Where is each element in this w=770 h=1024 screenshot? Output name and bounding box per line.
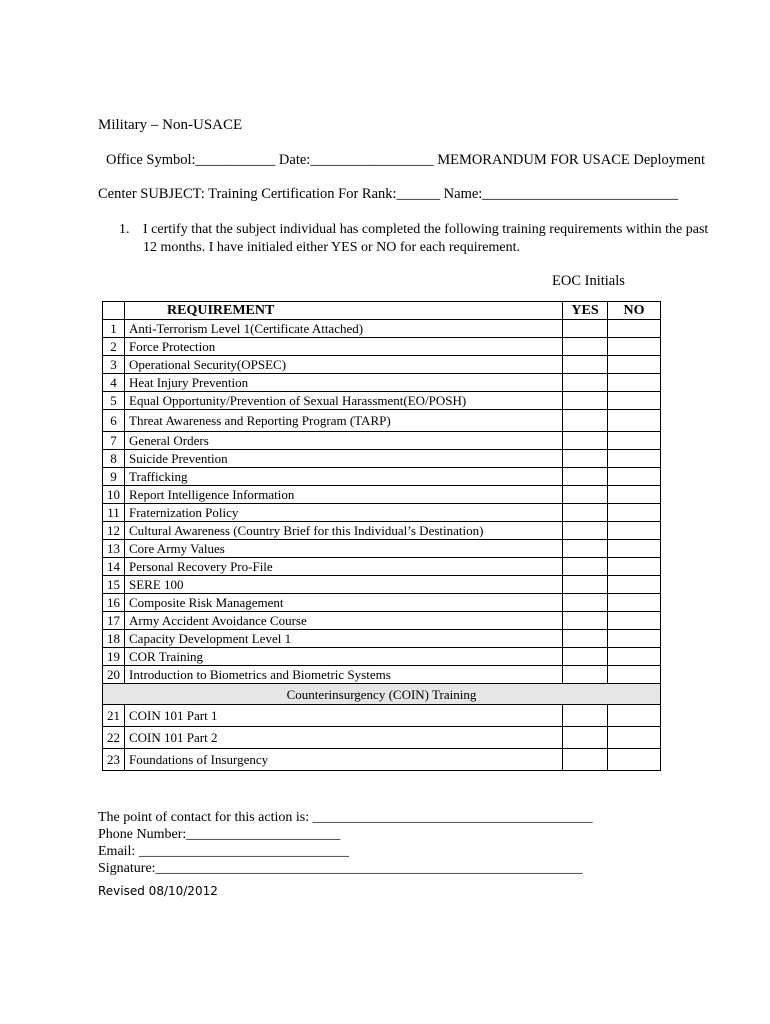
header-requirement: REQUIREMENT: [125, 302, 563, 320]
table-row: [103, 630, 661, 648]
no-initials-cell[interactable]: [608, 356, 661, 374]
point-of-contact-line: The point of contact for this action is: ________________________________________: [98, 810, 593, 825]
no-initials-cell[interactable]: [608, 576, 661, 594]
requirement-label: Introduction to Biometrics and Biometric Systems: [125, 666, 563, 684]
requirement-number: 12: [103, 522, 125, 540]
requirement-number: 20: [103, 666, 125, 684]
no-initials-cell[interactable]: [608, 522, 661, 540]
yes-initials-cell[interactable]: [563, 320, 608, 338]
no-initials-cell[interactable]: [608, 410, 661, 432]
table-row: [103, 374, 661, 392]
no-initials-cell[interactable]: [608, 504, 661, 522]
requirement-number: 19: [103, 648, 125, 666]
yes-initials-cell[interactable]: [563, 612, 608, 630]
yes-initials-cell[interactable]: [563, 727, 608, 749]
yes-initials-cell[interactable]: [563, 374, 608, 392]
requirement-label: Composite Risk Management: [125, 594, 563, 612]
yes-initials-cell[interactable]: [563, 630, 608, 648]
certification-statement: [119, 221, 719, 257]
requirements-table: [102, 301, 661, 771]
requirement-label: Fraternization Policy: [125, 504, 563, 522]
table-row: [103, 727, 661, 749]
no-initials-cell[interactable]: [608, 705, 661, 727]
requirement-label: Anti-Terrorism Level 1(Certificate Attached): [125, 320, 563, 338]
requirement-label: Foundations of Insurgency: [125, 749, 563, 771]
signature-line: Signature:_____________________________________________________________: [98, 861, 583, 876]
certification-number: 1.: [119, 222, 130, 237]
email-line: Email: ______________________________: [98, 844, 349, 859]
requirement-number: 11: [103, 504, 125, 522]
requirement-number: 17: [103, 612, 125, 630]
phone-number-line: Phone Number:______________________: [98, 827, 341, 842]
requirement-number: 3: [103, 356, 125, 374]
yes-initials-cell[interactable]: [563, 576, 608, 594]
eoc-initials-label: EOC Initials: [552, 273, 625, 289]
yes-initials-cell[interactable]: [563, 356, 608, 374]
header-yes: YES: [563, 302, 608, 320]
subject-line: Center SUBJECT: Training Certification For Rank:______ Name:___________________________: [98, 186, 679, 202]
requirement-label: SERE 100: [125, 576, 563, 594]
requirement-number: 7: [103, 432, 125, 450]
yes-initials-cell[interactable]: [563, 522, 608, 540]
requirement-number: 9: [103, 468, 125, 486]
requirement-label: Personal Recovery Pro-File: [125, 558, 563, 576]
requirement-number: 22: [103, 727, 125, 749]
table-row: [103, 432, 661, 450]
yes-initials-cell[interactable]: [563, 558, 608, 576]
requirement-label: Threat Awareness and Reporting Program (TARP): [125, 410, 563, 432]
certification-text: I certify that the subject individual has completed the following training requirements within the past 12 months. I have initialed either YES or NO for each requirement.: [143, 222, 709, 255]
table-row: [103, 356, 661, 374]
requirement-number: 6: [103, 410, 125, 432]
no-initials-cell[interactable]: [608, 540, 661, 558]
yes-initials-cell[interactable]: [563, 594, 608, 612]
table-row: [103, 749, 661, 771]
requirement-label: Report Intelligence Information: [125, 486, 563, 504]
no-initials-cell[interactable]: [608, 320, 661, 338]
yes-initials-cell[interactable]: [563, 432, 608, 450]
section-header-row: [103, 684, 661, 705]
yes-initials-cell[interactable]: [563, 540, 608, 558]
no-initials-cell[interactable]: [608, 612, 661, 630]
no-initials-cell[interactable]: [608, 486, 661, 504]
no-initials-cell[interactable]: [608, 749, 661, 771]
requirement-number: 10: [103, 486, 125, 504]
requirement-label: COR Training: [125, 648, 563, 666]
requirement-label: Capacity Development Level 1: [125, 630, 563, 648]
requirement-number: 13: [103, 540, 125, 558]
requirement-number: 21: [103, 705, 125, 727]
requirement-number: 4: [103, 374, 125, 392]
requirement-number: 15: [103, 576, 125, 594]
requirement-number: 8: [103, 450, 125, 468]
requirement-number: 5: [103, 392, 125, 410]
requirement-number: 16: [103, 594, 125, 612]
requirement-label: Operational Security(OPSEC): [125, 356, 563, 374]
yes-initials-cell[interactable]: [563, 450, 608, 468]
yes-initials-cell[interactable]: [563, 504, 608, 522]
yes-initials-cell[interactable]: [563, 749, 608, 771]
table-row: [103, 522, 661, 540]
no-initials-cell[interactable]: [608, 666, 661, 684]
yes-initials-cell[interactable]: [563, 338, 608, 356]
requirement-label: Trafficking: [125, 468, 563, 486]
no-initials-cell[interactable]: [608, 727, 661, 749]
requirement-number: 1: [103, 320, 125, 338]
requirement-label: Cultural Awareness (Country Brief for this Individual’s Destination): [125, 522, 563, 540]
requirement-label: General Orders: [125, 432, 563, 450]
requirement-label: Suicide Prevention: [125, 450, 563, 468]
table-row: [103, 540, 661, 558]
table-row: [103, 486, 661, 504]
table-row: [103, 392, 661, 410]
yes-initials-cell[interactable]: [563, 666, 608, 684]
table-row: [103, 450, 661, 468]
table-header-row: [103, 302, 661, 320]
yes-initials-cell[interactable]: [563, 705, 608, 727]
yes-initials-cell[interactable]: [563, 648, 608, 666]
table-row: [103, 705, 661, 727]
no-initials-cell[interactable]: [608, 392, 661, 410]
requirement-label: Equal Opportunity/Prevention of Sexual Harassment(EO/POSH): [125, 392, 563, 410]
table-row: [103, 320, 661, 338]
table-row: [103, 338, 661, 356]
yes-initials-cell[interactable]: [563, 468, 608, 486]
requirement-number: 18: [103, 630, 125, 648]
requirement-number: 23: [103, 749, 125, 771]
requirement-label: Core Army Values: [125, 540, 563, 558]
no-initials-cell[interactable]: [608, 648, 661, 666]
requirement-label: COIN 101 Part 2: [125, 727, 563, 749]
table-row: [103, 576, 661, 594]
no-initials-cell[interactable]: [608, 594, 661, 612]
requirement-number: 2: [103, 338, 125, 356]
no-initials-cell[interactable]: [608, 468, 661, 486]
table-row: [103, 648, 661, 666]
requirement-number: 14: [103, 558, 125, 576]
no-initials-cell[interactable]: [608, 374, 661, 392]
table-row: [103, 410, 661, 432]
no-initials-cell[interactable]: [608, 432, 661, 450]
office-symbol-line: Office Symbol:___________ Date:_________________ MEMORANDUM FOR USACE Deployment: [106, 152, 706, 168]
yes-initials-cell[interactable]: [563, 410, 608, 432]
requirement-label: Heat Injury Prevention: [125, 374, 563, 392]
table-row: [103, 594, 661, 612]
header-no: NO: [608, 302, 661, 320]
no-initials-cell[interactable]: [608, 338, 661, 356]
coin-section-label: Counterinsurgency (COIN) Training: [103, 684, 661, 705]
yes-initials-cell[interactable]: [563, 486, 608, 504]
table-row: [103, 468, 661, 486]
requirement-label: COIN 101 Part 1: [125, 705, 563, 727]
table-row: [103, 666, 661, 684]
no-initials-cell[interactable]: [608, 630, 661, 648]
header-number-cell: [103, 302, 125, 320]
requirement-label: Force Protection: [125, 338, 563, 356]
no-initials-cell[interactable]: [608, 450, 661, 468]
document-title: Military – Non-USACE: [98, 117, 243, 133]
revision-date: Revised 08/10/2012: [98, 884, 218, 898]
requirement-label: Army Accident Avoidance Course: [125, 612, 563, 630]
table-row: [103, 612, 661, 630]
no-initials-cell[interactable]: [608, 558, 661, 576]
table-row: [103, 558, 661, 576]
table-row: [103, 504, 661, 522]
yes-initials-cell[interactable]: [563, 392, 608, 410]
